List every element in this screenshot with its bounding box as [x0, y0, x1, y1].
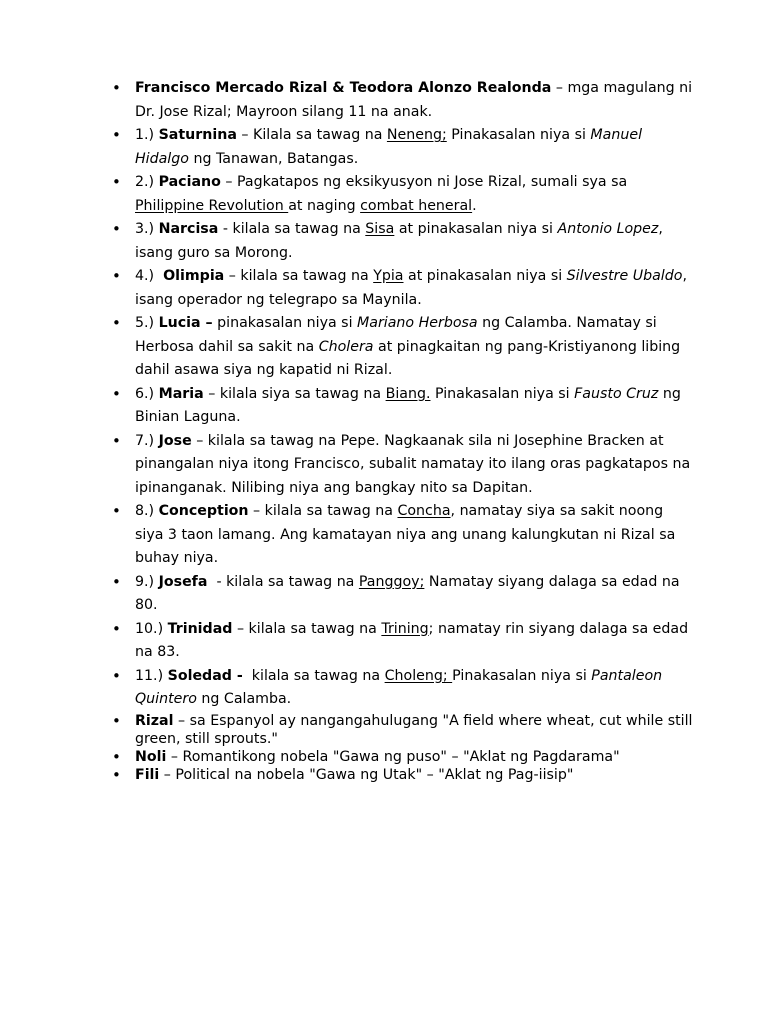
item-text: – kilala sa tawag na [224, 268, 374, 284]
item-number: 6.) [135, 385, 159, 402]
item-number: 10.) [135, 620, 168, 637]
item-name: Soledad - [167, 667, 243, 684]
disease-name: Cholera [318, 338, 374, 355]
list-item-saturnina [135, 124, 695, 171]
item-text: , namatay siya sa sakit noong siya 3 taon lamang. Ang kamatayan niya ang unang kalungkutan ni Rizal sa buhay niya. [135, 503, 676, 566]
item-name: Noli [135, 748, 167, 765]
item-name: Francisco Mercado Rizal & Teodora Alonzo Realonda [135, 80, 552, 96]
item-name: Saturnina [158, 127, 237, 143]
item-text: pinakasalan niya si [212, 315, 358, 331]
item-text: Pinakasalan niya si [452, 667, 592, 684]
item-number: 2.) [135, 174, 159, 190]
item-name: Maria [158, 385, 204, 402]
nickname: Ypia [373, 268, 404, 284]
spouse-name: Mariano Herbosa [357, 315, 478, 331]
item-name: Fili [135, 766, 160, 783]
item-text: , isang operador ng telegrapo sa Maynila. [135, 268, 687, 308]
item-text: – Pagkatapos ng eksikyusyon ni Jose Rizal, sumali sya sa [220, 174, 628, 190]
nickname: Panggoy; [358, 573, 425, 590]
item-name: Josefa [158, 573, 208, 590]
list-item-soledad [135, 665, 695, 712]
nickname: Sisa [365, 221, 395, 237]
list-item-maria [135, 383, 695, 430]
spouse-name: Fausto Cruz [574, 385, 659, 402]
item-text: Namatay siyang dalaga sa edad na 80. [135, 573, 680, 613]
item-text: Pinakasalan niya si [446, 127, 591, 143]
list-item-jose [135, 430, 695, 501]
nickname: Concha [397, 503, 451, 519]
list-item-conception [135, 500, 695, 571]
list-item-josefa [135, 571, 695, 618]
item-number: 5.) [135, 315, 159, 331]
spouse-name: Antonio Lopez [557, 221, 659, 237]
item-text: - kilala sa tawag na [218, 221, 366, 237]
item-text: – Romantikong nobela "Gawa ng puso" – "Aklat ng Pagdarama" [166, 748, 620, 765]
item-text: – Kilala sa tawag na [236, 127, 387, 143]
item-name: Trinidad [167, 620, 233, 637]
underlined-term: combat heneral [360, 197, 473, 214]
list-item-parents [135, 77, 695, 124]
list-item-narcisa [135, 218, 695, 265]
item-text: ng Tanawan, Batangas. [188, 150, 359, 167]
spouse-name: Pantaleon Quintero [135, 667, 663, 707]
nickname: Choleng; [384, 667, 453, 684]
list-item-fili [135, 766, 695, 784]
nickname: Neneng; [386, 127, 447, 143]
item-text: – kilala sa tawag na [232, 620, 382, 637]
item-name: Narcisa [158, 221, 219, 237]
list-item-rizal [135, 712, 695, 748]
item-text: kilala sa tawag na [242, 667, 385, 684]
item-number: 8.) [135, 503, 159, 519]
item-name: Rizal [135, 712, 174, 729]
spouse-name: Manuel Hidalgo [135, 127, 643, 167]
list-item-noli [135, 748, 695, 766]
item-number: 9.) [135, 573, 159, 590]
item-text: ng Calamba. Namatay si Herbosa dahil sa sakit na [135, 315, 657, 355]
nickname: Biang. [385, 385, 431, 402]
item-number: 4.) [135, 268, 164, 284]
item-name: Lucia – [158, 315, 213, 331]
item-number: 7.) [135, 432, 159, 449]
item-text: ng Calamba. [196, 691, 292, 707]
item-name: Conception [158, 503, 249, 519]
item-name: Olimpia [163, 268, 225, 284]
item-text: Pinakasalan niya si [430, 385, 575, 402]
underlined-term: Philippine Revolution [135, 197, 289, 214]
item-number: 3.) [135, 221, 159, 237]
item-name: Jose [158, 432, 192, 449]
item-number: 11.) [135, 667, 168, 684]
item-text: . [472, 197, 477, 214]
item-text: – kilala sa tawag na [248, 503, 398, 519]
item-text: - kilala sa tawag na [207, 573, 359, 590]
item-text: – mga magulang ni Dr. Jose Rizal; Mayroon silang 11 na anak. [135, 80, 693, 120]
list-item-olimpia [135, 265, 695, 312]
item-name: Paciano [158, 174, 221, 190]
item-text: ng Binian Laguna. [135, 385, 681, 425]
list-item-lucia [135, 312, 695, 383]
item-text: at pinakasalan niya si [394, 221, 558, 237]
item-text: at naging [288, 197, 361, 214]
item-text: – kilala siya sa tawag na [203, 385, 386, 402]
item-text: – kilala sa tawag na Pepe. Nagkaanak sila ni Josephine Bracken at pinangalan niya itong Francisco, subalit namatay ito ilang oras pagkatapos na ipinanganak. Nilibing niya ang bangkay nito sa Dapitan. [135, 432, 691, 496]
list-item-paciano [135, 171, 695, 218]
item-text: , isang guro sa Morong. [135, 221, 663, 261]
list-item-trinidad [135, 618, 695, 665]
item-text: at pinagkaitan ng pang-Kristiyanong libing dahil asawa siya ng kapatid ni Rizal. [135, 338, 681, 378]
item-number: 1.) [135, 127, 159, 143]
item-text: – Political na nobela "Gawa ng Utak" – "Aklat ng Pag-iisip" [159, 766, 574, 783]
nickname: Trining [381, 620, 429, 637]
item-text: – sa Espanyol ay nangangahulugang "A field where wheat, cut while still green, still sprouts." [135, 712, 693, 747]
spouse-name: Silvestre Ubaldo [566, 268, 683, 284]
item-text: ; namatay rin siyang dalaga sa edad na 83. [135, 620, 689, 660]
bullet-list [135, 77, 695, 784]
item-text: at pinakasalan niya si [403, 268, 567, 284]
